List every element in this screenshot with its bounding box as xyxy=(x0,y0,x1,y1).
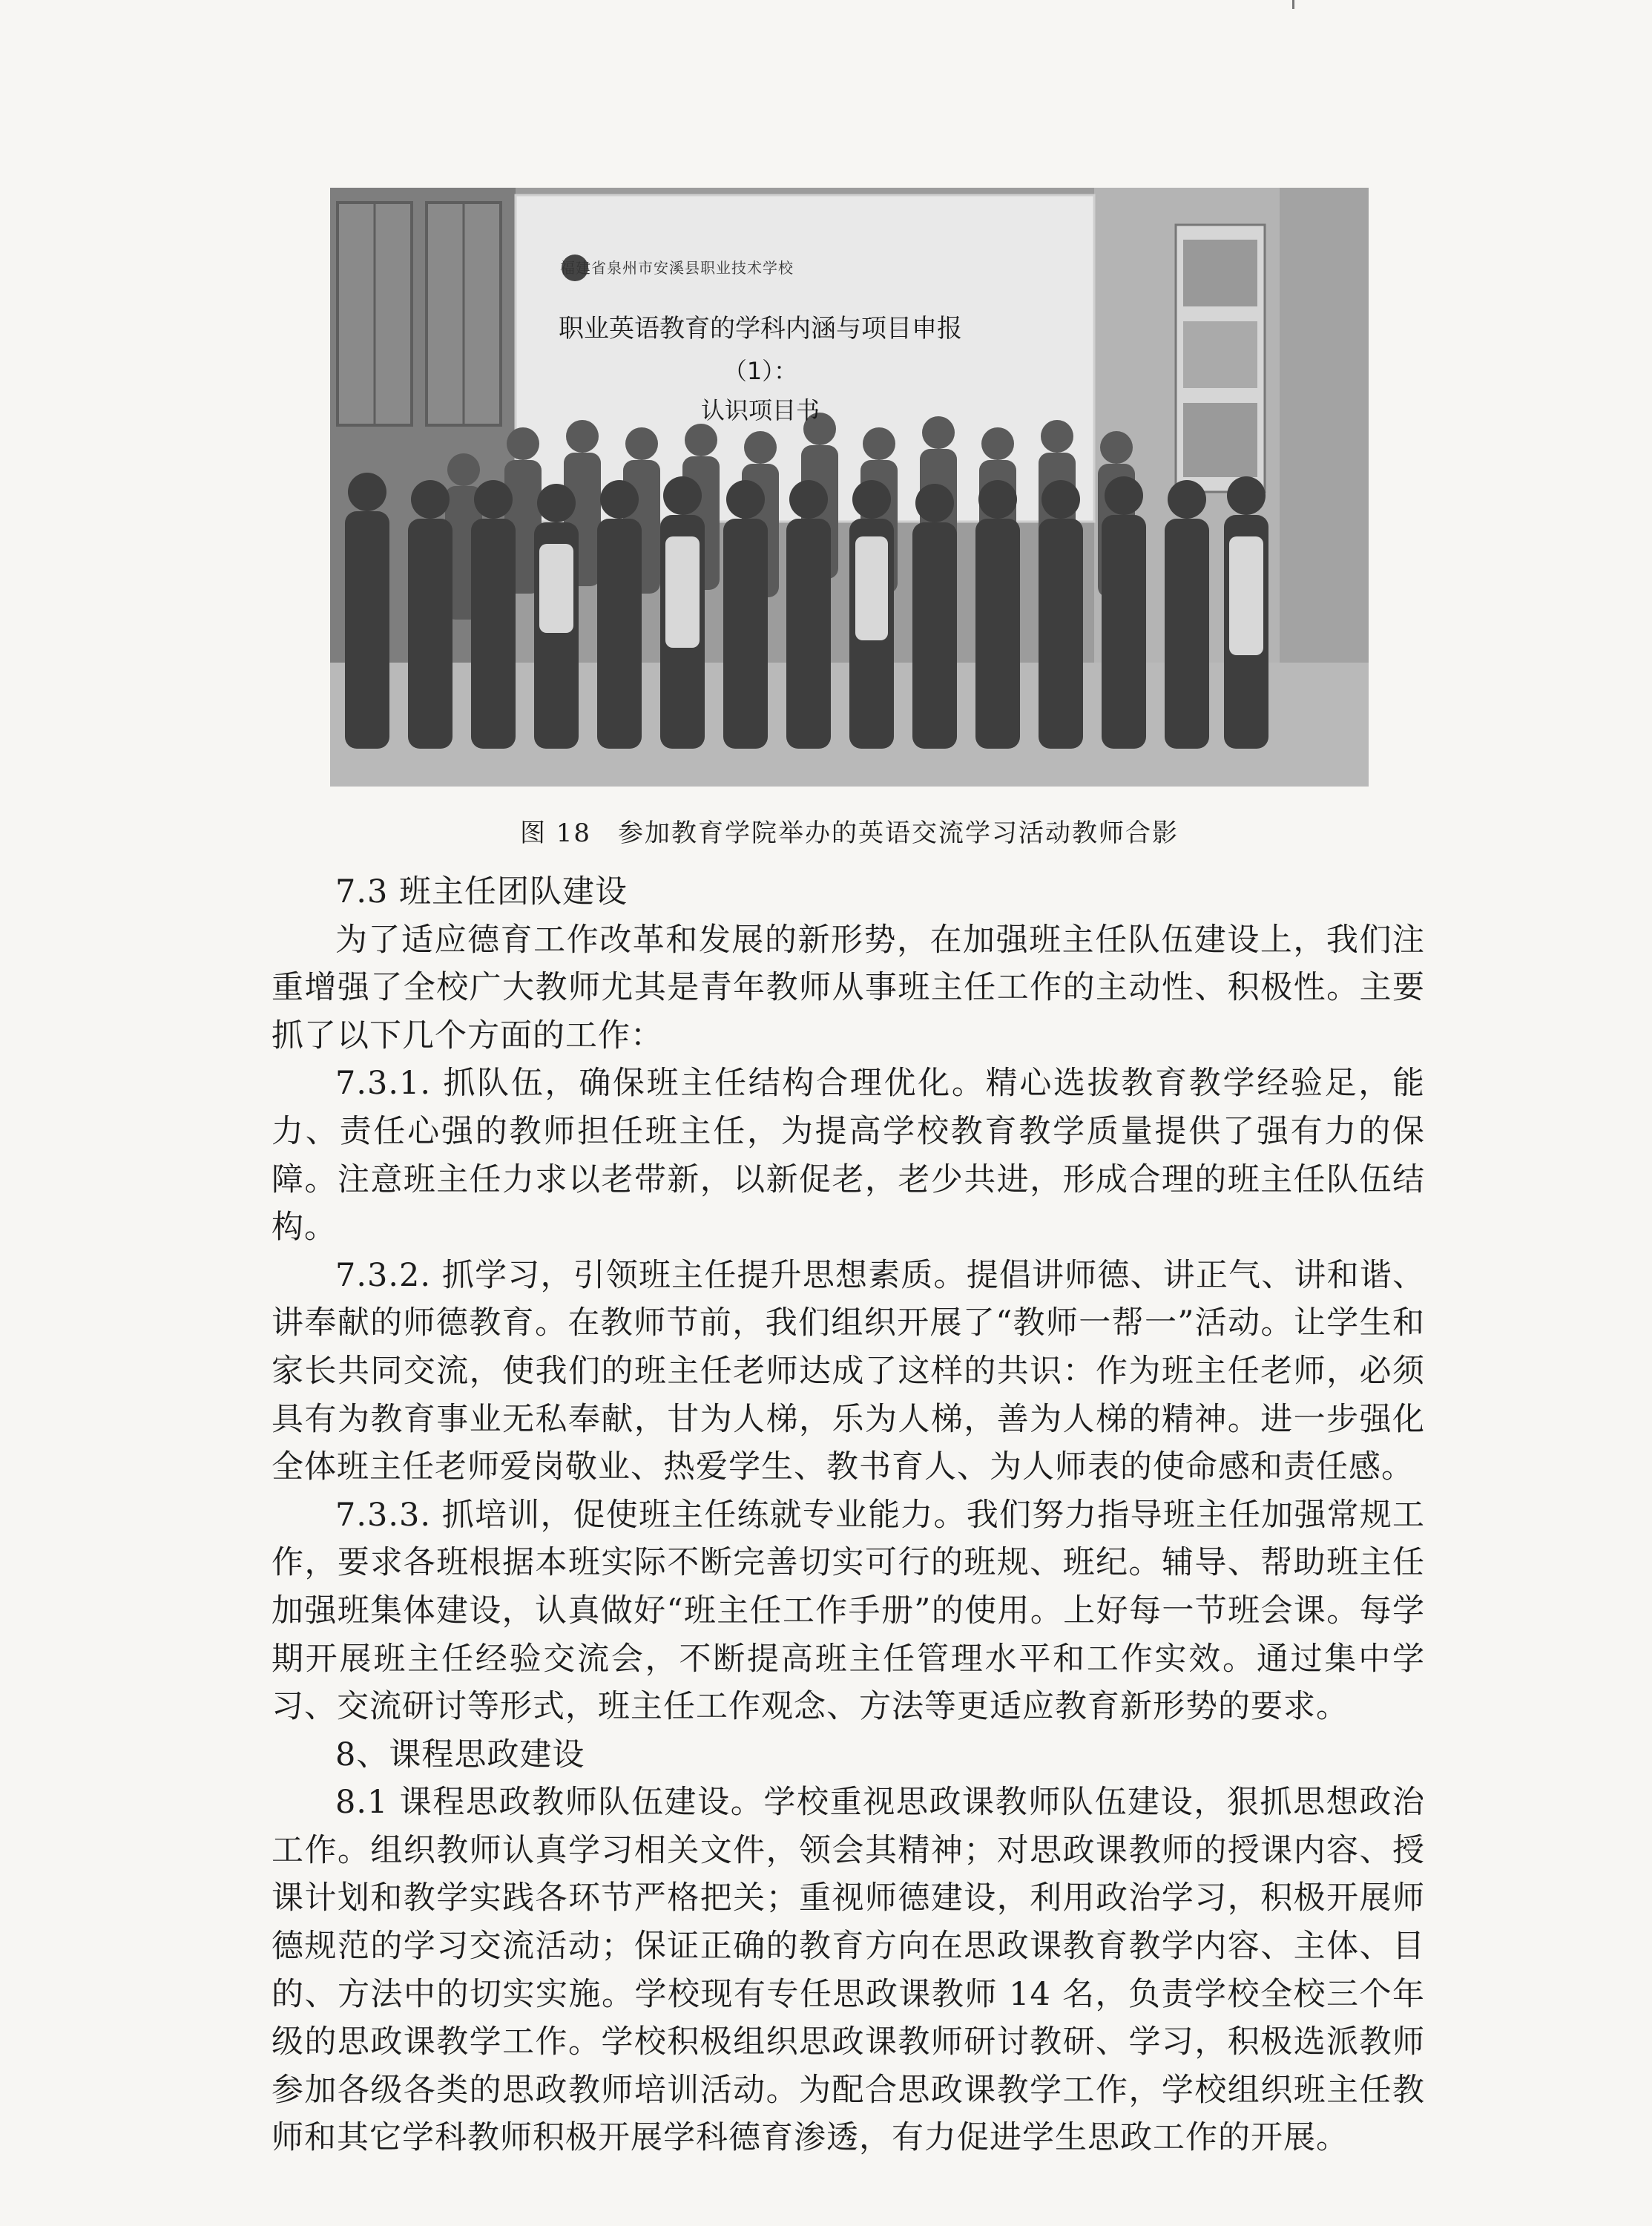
scan-mark xyxy=(1292,0,1294,9)
slide-subtitle-2: 认识项目书 xyxy=(700,396,820,424)
section-heading: 7.3 班主任团队建设 xyxy=(335,873,628,910)
group-photo-drawing xyxy=(330,188,1369,787)
paragraph: 7.3.1. 抓队伍，确保班主任结构合理优化。精心选拔教育教学经验足，能力、责任心强的教师担任班主任，为提高学校教育教学质量提供了强有力的保障。注意班主任力求以老带新，以新促老，老少共进，形成合理的班主任队伍结构。 xyxy=(272,1065,1425,1247)
group-photo xyxy=(330,188,1369,787)
paragraph: 7.3.2. 抓学习，引领班主任提升思想素质。提倡讲师德、讲正气、讲和谐、讲奉献的师德教育。在教师节前，我们组织开展了“教师一帮一”活动。让学生和家长共同交流，使我们的班主任老师达成了这样的共识：作为班主任老师，必须具有为教育事业无私奉献，甘为人梯，乐为人梯，善为人梯的精神。进一步强化全体班主任老师爱岗敬业、热爱学生、教书育人、为人师表的使命感和责任感。 xyxy=(272,1256,1425,1486)
slide-header: 福建省泉州市安溪县职业技术学校 xyxy=(560,259,794,277)
slide-title: 职业英语教育的学科内涵与项目申报 xyxy=(559,314,962,344)
figure-caption: 图 18 参加教育学院举办的英语交流学习活动教师合影 xyxy=(519,818,1179,848)
paragraph: 8.1 课程思政教师队伍建设。学校重视思政课教师队伍建设，狠抓思想政治工作。组织教师认真学习相关文件，领会其精神；对思政课教师的授课内容、授课计划和教学实践各环节严格把关；重视师德建设，利用政治学习，积极开展师德规范的学习交流活动；保证正确的教育方向在思政课教育教学内容、主体、目的、方法中的切实实施。学校现有专任思政课教师 14 名，负责学校全校三个年级的思政课教学工作。学校积极组织思政课教师研讨教研、学习，积极选派教师参加各级各类的思政教师培训活动。为配合思政课教学工作，学校组织班主任教师和其它学科教师积极开展学科德育渗透，有力促进学生思政工作的开展。 xyxy=(272,1784,1425,2157)
paragraph: 7.3.3. 抓培训，促使班主任练就专业能力。我们努力指导班主任加强常规工作，要求各班根据本班实际不断完善切实可行的班规、班纪。辅导、帮助班主任加强班集体建设，认真做好“班主任工作手册”的使用。上好每一节班会课。每学期开展班主任经验交流会，不断提高班主任管理水平和工作实效。通过集中学习、交流研讨等形式，班主任工作观念、方法等更适应教育新形势的要求。 xyxy=(272,1496,1425,1726)
section-heading: 8、课程思政建设 xyxy=(335,1736,585,1773)
paragraph: 为了适应德育工作改革和发展的新形势，在加强班主任队伍建设上，我们注重增强了全校广大教师尤其是青年教师从事班主任工作的主动性、积极性。主要抓了以下几个方面的工作： xyxy=(272,921,1425,1054)
body-text xyxy=(272,868,1425,2162)
slide-subtitle: （1）： xyxy=(723,357,798,385)
